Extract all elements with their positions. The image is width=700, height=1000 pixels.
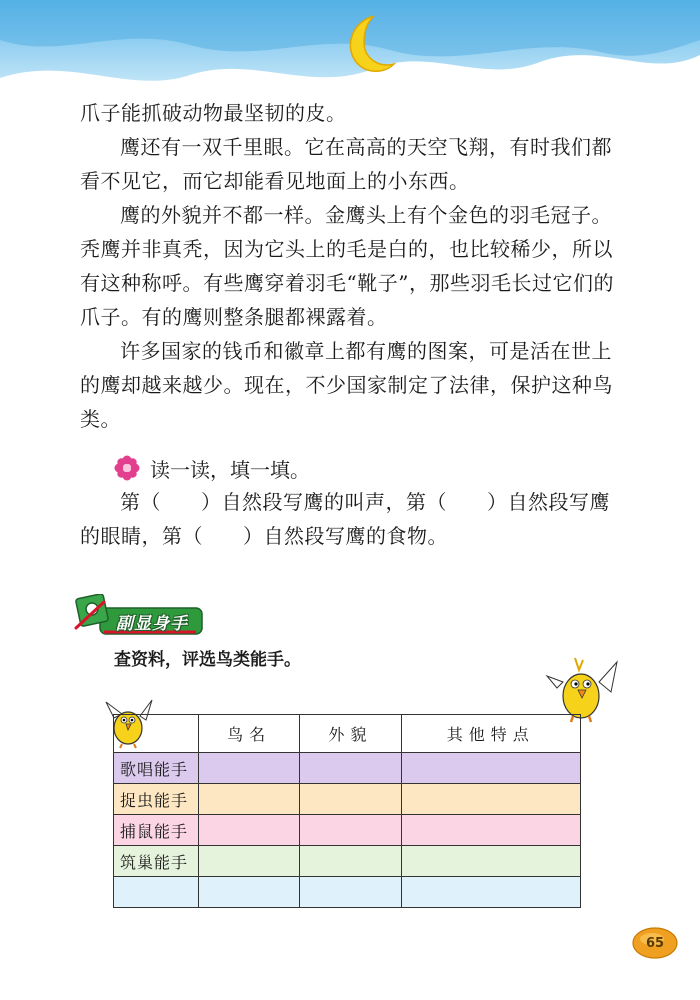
table-row <box>114 846 581 877</box>
table-header-cell: 鸟名 <box>199 715 300 753</box>
crescent-moon-icon <box>338 12 398 78</box>
table-header-cell: 其他特点 <box>401 715 580 753</box>
exercise-title: 读一读，填一填。 <box>150 457 310 482</box>
passage <box>80 96 625 436</box>
table-cell-input[interactable] <box>401 846 580 877</box>
question-text: ）自然段写鹰的叫声，第（ <box>201 490 447 514</box>
table-row <box>114 784 581 815</box>
table-header-cell: 外貌 <box>300 715 401 753</box>
table-cell-input[interactable] <box>401 815 580 846</box>
table-cell-input[interactable] <box>300 846 401 877</box>
passage-paragraph: 许多国家的钱币和徽章上都有鹰的图案，可是活在世上的鹰却越来越少。现在，不少国家制定了法律，保护这种鸟类。 <box>80 339 613 431</box>
task-title: 查资料，评选鸟类能手。 <box>114 650 301 670</box>
table-cell-input[interactable] <box>199 753 300 784</box>
table-cell-input[interactable] <box>199 815 300 846</box>
table-row <box>114 815 581 846</box>
table-cell-input[interactable] <box>300 784 401 815</box>
exercise-heading <box>114 453 310 483</box>
table-cell-input[interactable] <box>401 784 580 815</box>
passage-paragraph: 鹰的外貌并不都一样。金鹰头上有个金色的羽毛冠子。秃鹰并非真秃，因为它头上的毛是白的，也比较稀少，所以有这种称呼。有些鹰穿着羽毛“靴子”，那些羽毛长过它们的爪子。有的鹰则整条腿都裸露着。 <box>80 203 614 329</box>
table-cell-input[interactable] <box>300 753 401 784</box>
table-cell-input[interactable] <box>401 877 580 908</box>
table-row <box>114 877 581 908</box>
table-cell-input[interactable] <box>300 877 401 908</box>
flower-icon <box>114 455 140 481</box>
passage-paragraph: 爪子能抓破动物最坚韧的皮。 <box>80 101 347 125</box>
table-cell-input[interactable] <box>401 753 580 784</box>
row-label: 捉虫能手 <box>114 784 199 815</box>
table-cell-input[interactable] <box>199 846 300 877</box>
table-cell-input[interactable] <box>300 815 401 846</box>
table-cell-input[interactable] <box>199 877 300 908</box>
section-badge-label: 副显身手 <box>116 613 188 634</box>
question-text: ）自然段写鹰的食物。 <box>243 524 448 548</box>
row-label: 筑巢能手 <box>114 846 199 877</box>
table-header-row <box>114 715 581 753</box>
page-number: 65 <box>645 935 665 951</box>
table-cell-input[interactable] <box>199 784 300 815</box>
row-label: 捕鼠能手 <box>114 815 199 846</box>
question-text: ）自然段写鹰的眼睛，第（ <box>80 490 610 548</box>
bird-champions-table <box>113 714 581 908</box>
table-row <box>114 753 581 784</box>
passage-paragraph: 鹰还有一双千里眼。它在高高的天空飞翔，有时我们都看不见它，而它却能看见地面上的小东西。 <box>80 135 612 193</box>
row-label: 歌唱能手 <box>114 753 199 784</box>
exercise-question <box>80 485 625 553</box>
table-header-cell <box>114 715 199 753</box>
row-label[interactable] <box>114 877 199 908</box>
question-text: 第（ <box>120 490 161 514</box>
